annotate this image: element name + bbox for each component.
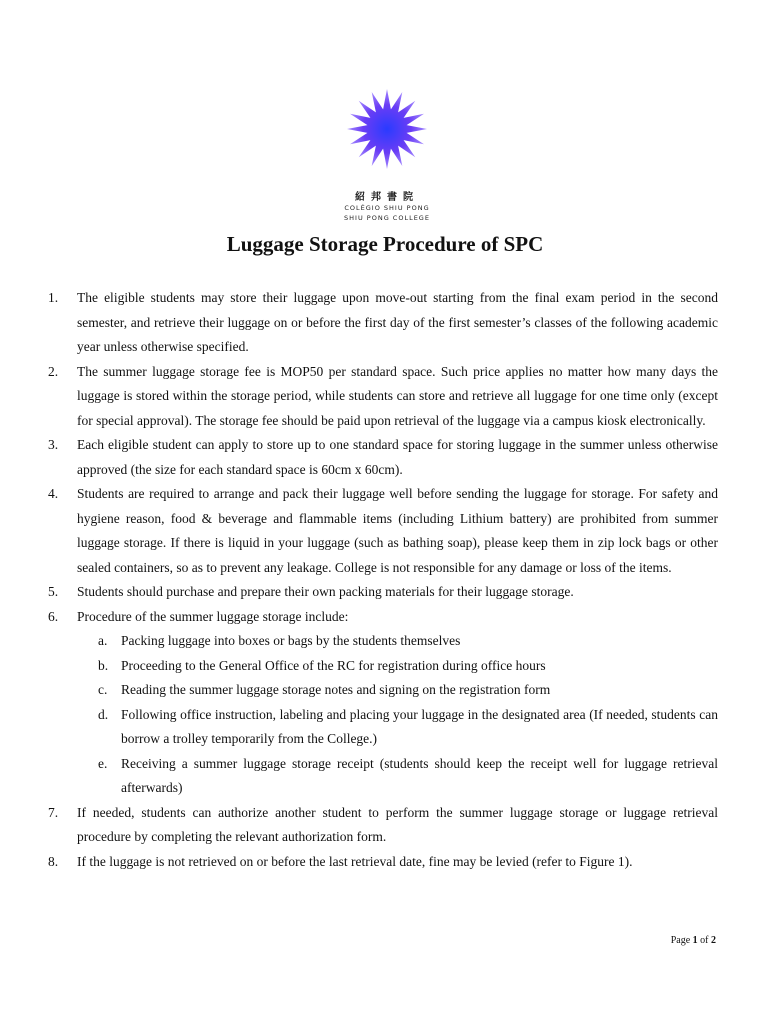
list-item-number: 3. — [48, 437, 59, 452]
list-item-text: The summer luggage storage fee is MOP50 per standard space. Such price applies no matter how many days the luggage is stored within the storage period, while students can store and retrieve all luggage for one time only (except for special approval). The storage fee should be paid upon retrieval of the luggage via a campus kiosk electronically. — [77, 363, 718, 428]
list-item — [48, 850, 718, 875]
procedure-list — [48, 286, 718, 874]
sub-list-item-text: Proceeding to the General Office of the RC for registration during office hours — [121, 657, 546, 673]
sub-list-item-number: b. — [98, 657, 109, 673]
list-item — [48, 286, 718, 360]
page-current: 1 — [692, 935, 698, 946]
page-word: Page — [670, 935, 691, 946]
sub-list-item-number: a. — [98, 633, 108, 648]
list-item-text: Students are required to arrange and pack their luggage well before sending the luggage for storage. For safety and hygiene reason, food & beverage and flammable items (including Lithium battery) are prohibited from summer luggage storage. If there is liquid in your luggage (such as bathing soap), please keep them in zip lock bags or other sealed containers, so as to prevent any leakage. College is not responsible for any damage or loss of the items. — [77, 486, 718, 575]
college-logo — [320, 84, 454, 223]
list-item — [48, 801, 718, 850]
list-item-number: 7. — [48, 804, 59, 820]
list-item-text: If the luggage is not retrieved on or before the last retrieval date, fine may be levied (refer to Figure 1). — [77, 853, 633, 869]
list-item-number: 6. — [48, 608, 59, 624]
logo-chinese-name: 紹邦書院 — [355, 192, 419, 203]
list-item — [48, 433, 718, 482]
sub-list-item-number: e. — [98, 755, 108, 771]
sub-list-item — [98, 752, 718, 801]
page-of-word: of — [700, 935, 709, 946]
list-item-text: Each eligible student can apply to store up to one standard space for storing luggage in the summer unless otherwise approved (the size for each standard space is 60cm x 60cm). — [77, 437, 718, 477]
logo-portuguese-name: COLÉGIO SHIU PONG — [344, 204, 430, 212]
sub-list-item-number: d. — [98, 706, 109, 722]
list-item — [48, 605, 718, 630]
sub-list-item-number: c. — [98, 682, 108, 697]
list-item-text: Students should purchase and prepare their own packing materials for their luggage storage. — [77, 584, 574, 599]
list-item — [48, 580, 718, 605]
page-number — [671, 935, 716, 946]
sub-list-item-text: Reading the summer luggage storage notes and signing on the registration form — [121, 682, 551, 697]
page-title: Luggage Storage Procedure of SPC — [226, 232, 544, 256]
logo-english-name: SHIU PONG COLLEGE — [344, 214, 430, 222]
starburst-logo-icon — [347, 84, 427, 184]
list-item-number: 8. — [48, 853, 59, 869]
list-item-text: Procedure of the summer luggage storage include: — [77, 608, 349, 624]
sub-list-item — [98, 678, 718, 703]
list-item — [48, 360, 718, 434]
sub-list-item-text: Packing luggage into boxes or bags by the students themselves — [121, 633, 461, 648]
sub-list-item — [98, 654, 718, 679]
list-item — [48, 482, 718, 580]
list-item-number: 5. — [48, 584, 59, 599]
list-item-number: 2. — [48, 363, 59, 379]
page-total: 2 — [711, 935, 716, 946]
sub-list-item-text: Following office instruction, labeling and placing your luggage in the designated area (If needed, students can borrow a trolley temporarily from the College.) — [121, 706, 718, 746]
sub-list-item — [98, 629, 718, 654]
list-item-number: 1. — [48, 290, 59, 305]
list-item-number: 4. — [48, 486, 59, 501]
list-item-text: If needed, students can authorize another student to perform the summer luggage storage or luggage retrieval procedure by completing the relevant authorization form. — [77, 804, 718, 844]
list-item-text: The eligible students may store their luggage upon move-out starting from the final exam period in the second semester, and retrieve their luggage on or before the first day of the first semester’s classes of the following academic year unless otherwise specified. — [77, 290, 718, 354]
sub-list-item — [98, 703, 718, 752]
sub-list-item-text: Receiving a summer luggage storage receipt (students should keep the receipt well for luggage retrieval afterwards) — [121, 755, 718, 795]
